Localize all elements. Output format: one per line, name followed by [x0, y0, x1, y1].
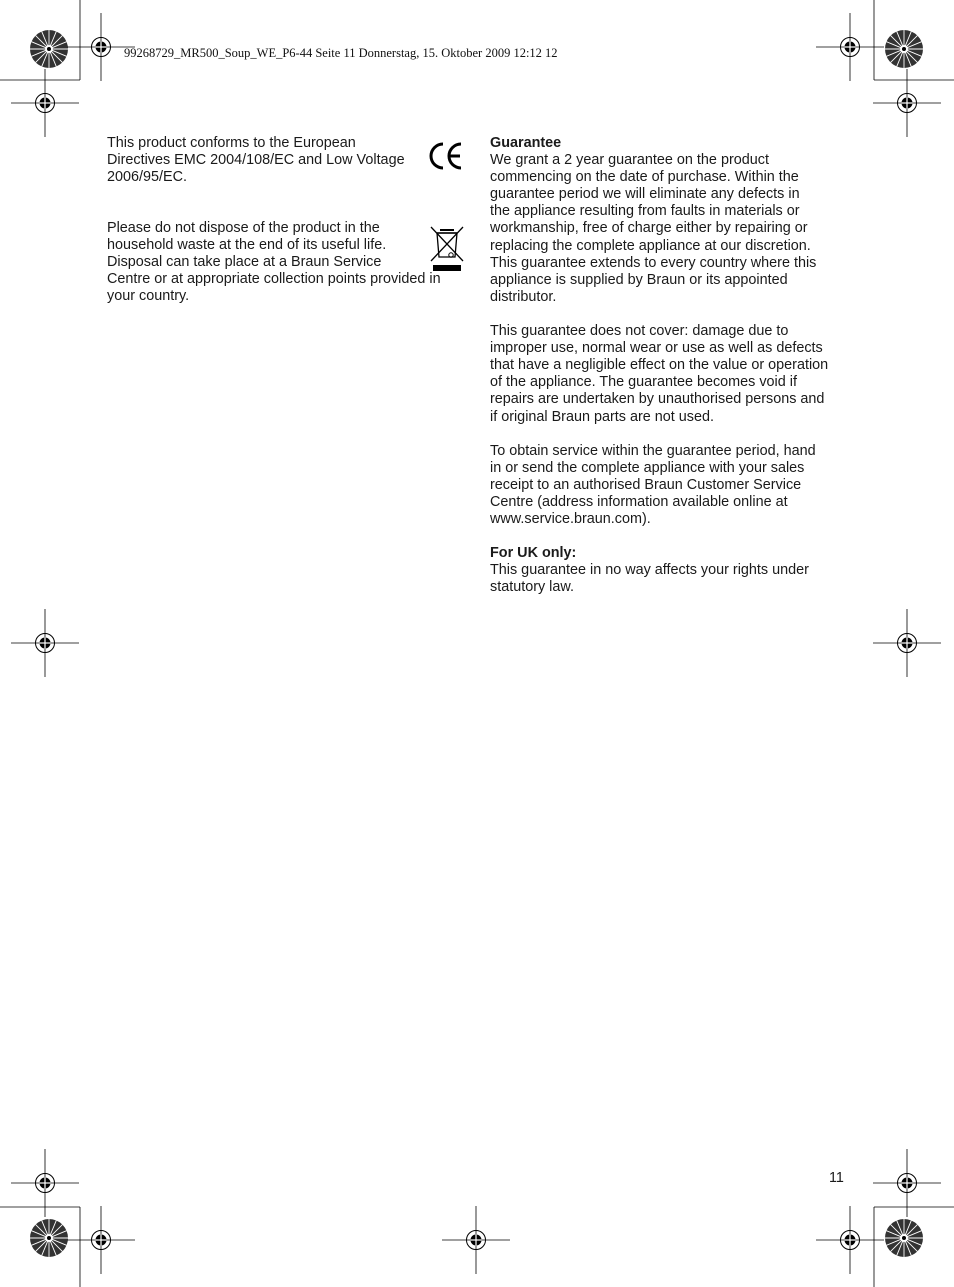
registration-mark-icon: [11, 609, 79, 677]
text-line: distributor.: [490, 288, 557, 305]
guarantee-section: [490, 135, 850, 597]
text-line: To obtain service within the guarantee period, hand: [490, 442, 816, 459]
text-line: commencing on the date of purchase. Within the: [490, 169, 799, 186]
calibration-wheel-icon: [30, 30, 68, 68]
text-line: in or send the complete appliance with your sales: [490, 459, 805, 476]
text-line: www.service.braun.com).: [490, 511, 651, 528]
text-line: 2006/95/EC.: [107, 169, 188, 186]
calibration-wheel-icon: [885, 30, 923, 68]
calibration-wheel-icon: [885, 1219, 923, 1257]
text-line: This guarantee does not cover: damage due to: [490, 323, 789, 340]
text-line: Centre or at appropriate collection points provided in: [107, 271, 441, 288]
page-number: 11: [829, 1170, 844, 1186]
registration-mark-icon: [11, 69, 79, 137]
print-slug-line: 99268729_MR500_Soup_WE_P6-44 Seite 11 Donnerstag, 15. Oktober 2009 12:12 12: [124, 46, 558, 60]
text-line: that have a negligible effect on the value or operation: [490, 357, 829, 374]
registration-mark-icon: [873, 609, 941, 677]
text-line: improper use, normal wear or use as well as defects: [490, 340, 823, 357]
text-line: appliance is supplied by Braun or its appointed: [490, 271, 788, 288]
text-line: Directives EMC 2004/108/EC and Low Voltage: [107, 152, 405, 169]
text-line: repairs are undertaken by unauthorised persons and: [490, 391, 825, 408]
text-line: replacing the complete appliance at our discretion.: [490, 237, 811, 254]
text-line: We grant a 2 year guarantee on the product: [490, 152, 769, 169]
text-line: receipt to an authorised Braun Customer Service: [490, 476, 802, 493]
uk-only-heading: For UK only:: [490, 545, 577, 562]
ce-mark-icon: [428, 140, 464, 172]
calibration-wheel-icon: [30, 1219, 68, 1257]
text-line: workmanship, free of charge either by repairing or: [490, 220, 808, 237]
crossed-out-wheelie-bin-icon: [429, 224, 465, 274]
guarantee-heading: Guarantee: [490, 135, 562, 151]
text-line: your country.: [107, 288, 190, 305]
text-line: the appliance resulting from faults in materials or: [490, 203, 800, 220]
registration-mark-icon: [442, 1206, 510, 1274]
text-line: statutory law.: [490, 579, 574, 596]
text-line: Disposal can take place at a Braun Service: [107, 254, 382, 271]
text-line: This guarantee in no way affects your rights under: [490, 562, 809, 579]
registration-mark-icon: [67, 1206, 135, 1274]
text-line: of the appliance. The guarantee becomes void if: [490, 374, 797, 391]
text-line: Centre (address information available online at: [490, 493, 788, 510]
text-line: household waste at the end of its useful life.: [107, 237, 387, 254]
text-line: This guarantee extends to every country where this: [490, 254, 817, 271]
ce-conformity-notice: [107, 135, 467, 186]
text-line: guarantee period we will eliminate any defects in: [490, 186, 800, 203]
text-line: if original Braun parts are not used.: [490, 408, 714, 425]
disposal-notice: [107, 220, 467, 305]
text-line: Please do not dispose of the product in the: [107, 220, 380, 236]
text-line: This product conforms to the European: [107, 135, 356, 151]
registration-mark-icon: [873, 69, 941, 137]
